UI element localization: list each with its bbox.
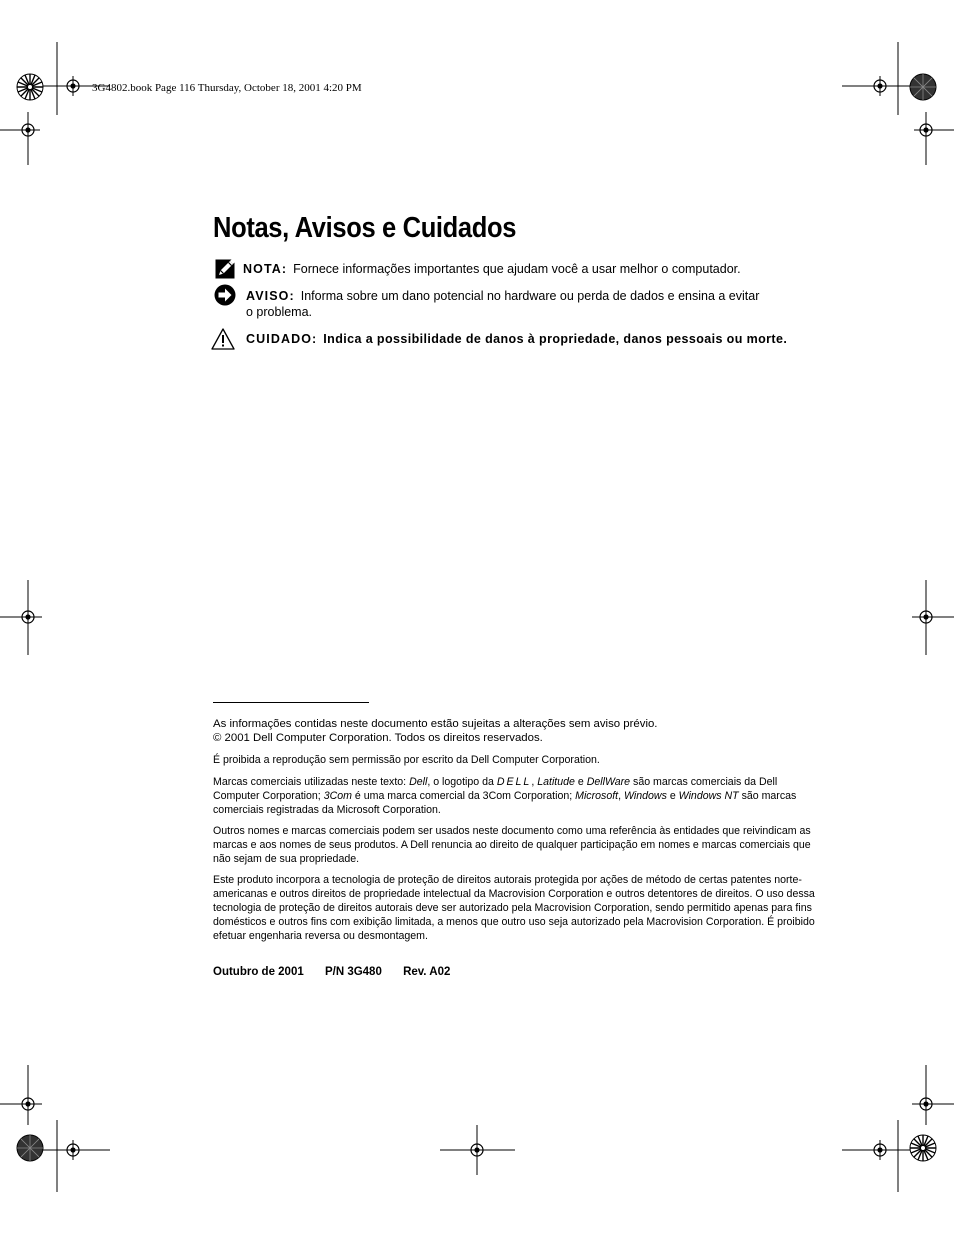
trademark-text: são marcas comerciais da Dell Computer Corporation; [213, 776, 778, 802]
notice-block [246, 288, 759, 305]
trademark-3com: 3Com [323, 790, 352, 802]
trademark-text: , [531, 776, 538, 788]
publication-info [213, 966, 468, 978]
trademark-text: , o logotipo da [427, 776, 497, 788]
notice-text-continuation: o problema. [246, 305, 313, 319]
caution-text: Indica a possibilidade de danos à propriedade, danos pessoais ou morte. [323, 332, 788, 346]
part-number: P/N 3G480 [324, 966, 382, 978]
reproduction-text: É proibida a reprodução sem permissão por escrito da Dell Computer Corporation. [213, 754, 600, 766]
trademark-dell: Dell [409, 776, 428, 788]
trademark-windows: Windows [624, 790, 667, 802]
trademark-dell-logo: DELL [496, 776, 532, 788]
page-title: Notas, Avisos e Cuidados [213, 212, 517, 244]
trademark-text: e [574, 776, 587, 788]
notice-text: Informa sobre um dano potencial no hardware ou perda de dados e ensina a evitar [300, 289, 760, 303]
caution-triangle-icon [211, 328, 235, 350]
copyright-line: © 2001 Dell Computer Corporation. Todos os direitos reservados. [213, 732, 543, 744]
macrovision-paragraph [213, 873, 823, 943]
caution-block [246, 332, 787, 346]
note-label: NOTA: [243, 262, 288, 276]
book-slug-header: 3G4802.book Page 116 Thursday, October 18, 2001 4:20 PM [92, 82, 362, 94]
info-change-notice: As informações contidas neste documento estão sujeitas a alterações sem aviso prévio. [213, 718, 658, 730]
trademark-text: são marcas comerciais registradas da Microsoft Corporation. [213, 790, 797, 816]
trademark-text: Marcas comerciais utilizadas neste texto: [213, 776, 410, 788]
trademark-microsoft: Microsoft [575, 790, 619, 802]
other-names-text: Outros nomes e marcas comerciais podem ser usados neste documento como uma referência às entidades que reivindicam as marcas e aos nomes de seus produtos. A Dell renuncia ao direito de qualquer participação em nomes e marcas comerciais que não sejam de sua propriedade. [213, 825, 811, 865]
revision: Rev. A02 [403, 966, 451, 978]
note-block [243, 262, 741, 276]
publication-date: Outubro de 2001 [213, 966, 304, 978]
footnote-divider [213, 702, 369, 703]
notice-arrow-icon [214, 284, 236, 306]
pencil-note-icon [215, 259, 237, 279]
note-text: Fornece informações importantes que ajudam você a usar melhor o computador. [293, 262, 741, 276]
trademark-text: , [618, 790, 624, 802]
trademarks-paragraph [213, 775, 823, 817]
trademark-dellware: DellWare [586, 776, 631, 788]
trademark-windows-nt: Windows NT [678, 790, 739, 802]
macrovision-text: Este produto incorpora a tecnologia de proteção de direitos autorais protegida por ações de método de certas patentes norte-americanas e outros direitos de propriedade intelectual da Macrovision Corporation e outros detentores de direitos. O uso dessa tecnologia de proteção de direitos autorais deve ser autorizado pela Macrovision Corporation, sendo permitido apenas para fins domésticos e outros fins com exibição limitada, a menos que outro uso seja autorizado pela Macrovision Corporation. É proibido efetuar engenharia reversa ou desmontagem. [213, 874, 815, 942]
reproduction-notice [213, 753, 823, 767]
caution-label: CUIDADO: [246, 332, 318, 346]
trademark-text: e [666, 790, 679, 802]
notice-label: AVISO: [246, 289, 295, 303]
trademark-latitude: Latitude [537, 776, 575, 788]
trademark-text: é uma marca comercial da 3Com Corporation; [351, 790, 576, 802]
other-names-paragraph [213, 824, 823, 866]
legal-lead [213, 717, 823, 745]
